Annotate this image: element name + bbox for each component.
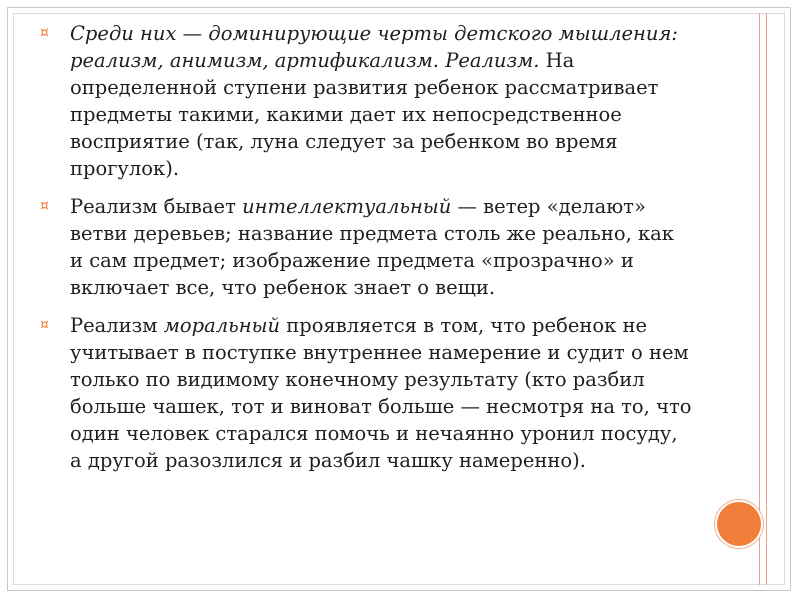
paragraph-3-text-end: проявляется в том, что ребенок не учитывает в поступке внутреннее намерение и судит о нем только по видимому конечному результату (кто разбил больше чашек, тот и виноват больше — несмотря на то, что один человек старался помочь и нечаянно уронил посуду, а другой разозлился и разбил чашку намеренно). [70, 314, 692, 472]
accent-rule-left [759, 13, 760, 585]
bullet-paragraph-2 [40, 193, 692, 301]
slide-body-text [40, 20, 692, 485]
bullet-paragraph-3 [40, 312, 692, 474]
bullet-paragraph-1 [40, 20, 692, 182]
paragraph-2-text-start: Реализм бывает [70, 195, 243, 218]
paragraph-1-text: На определенной ступени развития ребенок рассматривает предметы такими, какими дает их непосредственное восприятие (так, луна следует за ребенком во время прогулок). [70, 49, 659, 180]
paragraph-2-text-end: — ветер «делают» ветви деревьев; название предмета столь же реально, как и сам предмет; изображение предмета «прозрачно» и включает все, что ребенок знает о вещи. [70, 195, 674, 299]
paragraph-3-italic-term: моральный [163, 314, 281, 337]
accent-circle-decoration [717, 502, 761, 546]
paragraph-2-italic-term: интеллектуальный [242, 195, 452, 218]
bullet-icon: ¤ [40, 198, 49, 214]
bullet-icon: ¤ [40, 317, 49, 333]
paragraph-3-text-start: Реализм [70, 314, 164, 337]
paragraph-1-italic-intro: Среди них — доминирующие черты детского мышления: реализм, анимизм, артификализм. Реализм. [70, 22, 678, 72]
bullet-icon: ¤ [40, 25, 49, 41]
accent-rule-right [766, 13, 767, 585]
